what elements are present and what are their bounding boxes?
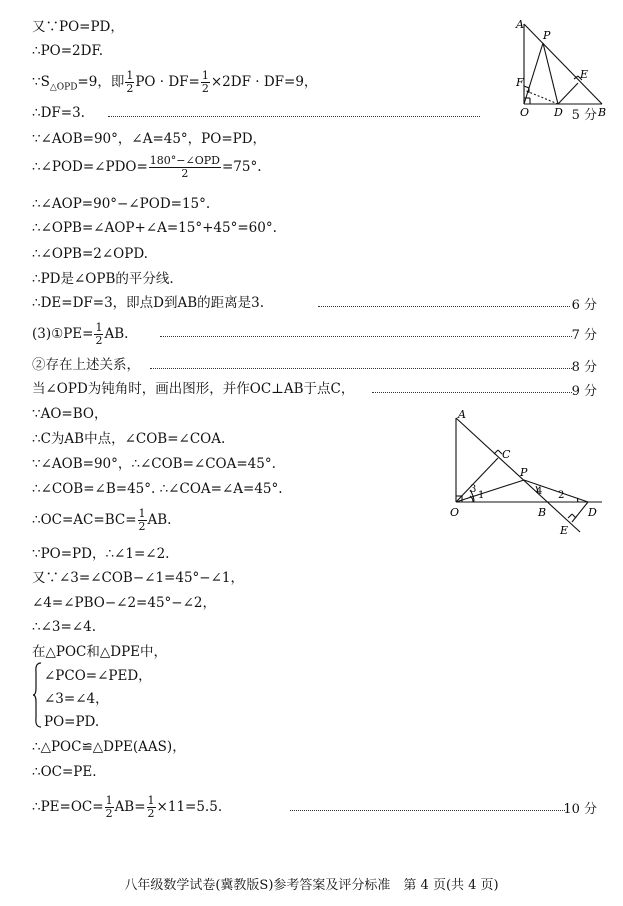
- leader-dots: [318, 306, 570, 307]
- label-P: P: [520, 466, 528, 479]
- line-28: ∴△POC≌△DPE(AAS)，: [32, 739, 186, 755]
- label-D: D: [588, 506, 597, 519]
- text: ∴OC=AC=BC=: [32, 512, 137, 528]
- frac-num: 1: [147, 794, 155, 807]
- text: (3)①PE=: [32, 326, 94, 342]
- line-12: [32, 322, 128, 347]
- score-6: 6 分: [571, 298, 597, 313]
- line-1: 又∵PO=PD，: [32, 19, 124, 35]
- line-10: ∴PD是∠OPB的平分线.: [32, 271, 174, 287]
- line-9: ∴∠OPB=2∠OPD.: [32, 246, 148, 262]
- leader-dots: [290, 810, 565, 811]
- label-angle-2: 2: [558, 490, 565, 501]
- label-A: A: [516, 18, 524, 31]
- fraction: [147, 795, 156, 820]
- frac-den: 2: [201, 82, 209, 95]
- line-19: [32, 508, 171, 533]
- line-7: ∴∠AOP=90°−∠POD=15°.: [32, 196, 211, 212]
- frac-den: 2: [95, 334, 103, 347]
- label-angle-3: 3: [470, 484, 477, 495]
- line-24: 在△POC和△DPE中，: [32, 644, 168, 660]
- score-5: 5 分: [571, 108, 597, 123]
- line-6: [32, 155, 262, 180]
- label-P: P: [543, 29, 551, 42]
- line-18: ∴∠COB=∠B=45°. ∴∠COA=∠A=45°.: [32, 481, 283, 497]
- frac-num: 1: [201, 69, 209, 82]
- text: AB.: [147, 512, 172, 528]
- score-8: 8 分: [571, 360, 597, 375]
- figure-1: [510, 14, 610, 118]
- label-B: B: [598, 106, 607, 118]
- line-20: ∵PO=PD，∴∠1=∠2.: [32, 546, 170, 562]
- line-2: ∴PO=2DF.: [32, 43, 104, 59]
- fraction: [94, 322, 103, 347]
- text: ∴PE=OC=: [32, 799, 104, 815]
- label-F: F: [516, 76, 524, 89]
- line-21: 又∵∠3=∠COB−∠1=45°−∠1，: [32, 570, 245, 586]
- frac-num: 1: [126, 69, 134, 82]
- leader-dots: [150, 368, 572, 369]
- line-26: ∠3=∠4，: [44, 691, 109, 707]
- frac-den: 2: [126, 82, 134, 95]
- label-angle-1: 1: [478, 490, 485, 501]
- fraction: [125, 70, 134, 95]
- line-5: ∵∠AOB=90°，∠A=45°，PO=PD，: [32, 131, 267, 147]
- text: =75°.: [221, 159, 262, 175]
- text: ∴∠POD=∠PDO=: [32, 159, 148, 175]
- line-22: ∠4=∠PBO−∠2=45°−∠2，: [32, 595, 217, 611]
- text: ×11=5.5.: [156, 799, 223, 815]
- frac-num: 1: [138, 507, 146, 520]
- label-D: D: [554, 106, 563, 118]
- line-30: [32, 795, 222, 820]
- line-27: PO=PD.: [44, 714, 100, 730]
- score-7: 7 分: [571, 328, 597, 343]
- text: AB.: [104, 326, 129, 342]
- label-angle-4: 4: [536, 486, 543, 497]
- score-10: 10 分: [563, 802, 597, 817]
- leader-dots: [160, 336, 572, 337]
- label-O: O: [450, 506, 460, 519]
- label-C: C: [502, 448, 511, 461]
- fraction: [201, 70, 210, 95]
- fraction: [138, 508, 147, 533]
- frac-num: 180°−∠OPD: [149, 154, 220, 167]
- label-O: O: [520, 106, 530, 118]
- label-E: E: [580, 68, 589, 81]
- score-9: 9 分: [571, 384, 597, 399]
- line-29: ∴OC=PE.: [32, 764, 97, 780]
- label-A: A: [458, 410, 466, 421]
- leader-dots: [108, 116, 480, 117]
- frac-den: 2: [138, 520, 146, 533]
- frac-den: 2: [181, 167, 189, 180]
- line-8: ∴∠OPB=∠AOP+∠A=15°+45°=60°.: [32, 220, 277, 236]
- line-23: ∴∠3=∠4.: [32, 619, 96, 635]
- system-brace: [32, 662, 42, 728]
- frac-den: 2: [147, 807, 155, 820]
- label-E: E: [560, 524, 569, 537]
- frac-num: 1: [95, 321, 103, 334]
- line-14: 当∠OPD为钝角时，画出图形，并作OC⊥AB于点C，: [32, 381, 355, 397]
- frac-num: 1: [105, 794, 113, 807]
- line-15: ∵AO=BO，: [32, 406, 108, 422]
- subscript: △OPD: [49, 82, 78, 93]
- line-11: ∴DE=DF=3，即点D到AB的距离是3.: [32, 295, 265, 311]
- text: PO · DF=: [135, 74, 200, 90]
- leader-dots: [372, 392, 572, 393]
- line-16: ∴C为AB中点，∠COB=∠COA.: [32, 431, 226, 447]
- line-3: [32, 70, 317, 97]
- line-4: ∴DF=3.: [32, 105, 85, 121]
- line-13: ②存在上述关系，: [32, 357, 140, 373]
- fraction: [105, 795, 114, 820]
- page-footer: 八年级数学试卷(冀教版S)参考答案及评分标准 第 4 页(共 4 页): [124, 878, 499, 893]
- fraction: [149, 155, 221, 180]
- line-25: ∠PCO=∠PED，: [44, 668, 152, 684]
- text: ×2DF · DF=9，: [210, 74, 318, 90]
- figure-2: [440, 410, 610, 538]
- text: AB=: [114, 799, 146, 815]
- line-17: ∵∠AOB=90°，∴∠COB=∠COA=45°.: [32, 456, 276, 472]
- frac-den: 2: [105, 807, 113, 820]
- text: =9，即: [77, 74, 125, 90]
- label-B: B: [538, 506, 547, 519]
- text: ∵S: [32, 74, 50, 90]
